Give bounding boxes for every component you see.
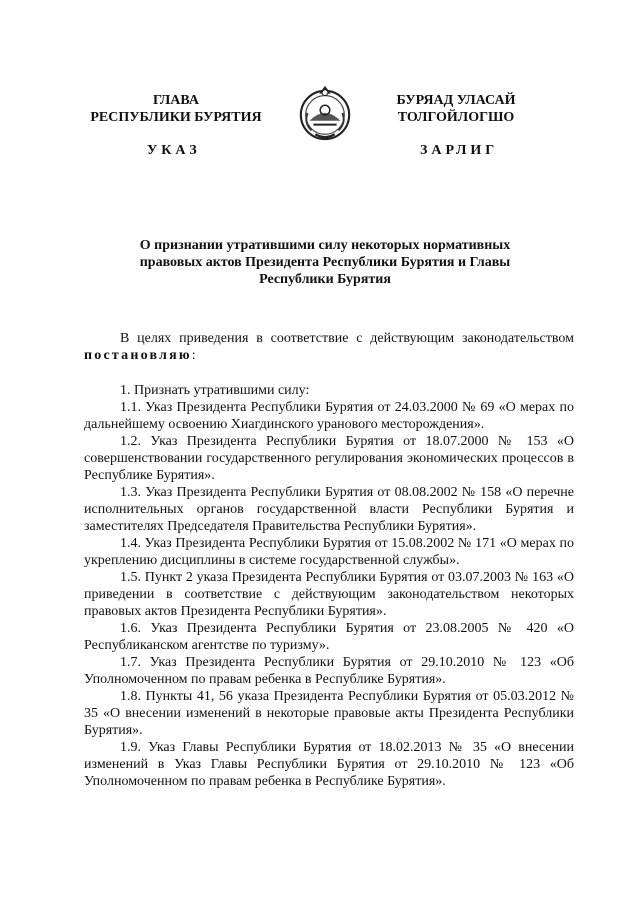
item-1-8: 1.8. Пункты 41, 56 указа Президента Республики Бурятия от 05.03.2012 № 35 «О внесении изменений в некоторые правовые акты Президента Республики Бурятия». (84, 689, 574, 738)
header-left (78, 92, 274, 126)
item-1-7: 1.7. Указ Президента Республики Бурятия от 29.10.2010 № 123 «Об Уполномоченном по правам ребенка в Республике Бурятия». (84, 655, 574, 687)
item-1-6: 1.6. Указ Президента Республики Бурятия от 23.08.2005 № 420 «О Республиканском агентстве по туризму». (84, 621, 574, 653)
header-right-line1: БУРЯАД УЛАСАЙ (396, 93, 516, 108)
header-right-line2: ТОЛГОЙЛОГШО (397, 110, 515, 125)
item-1-2: 1.2. Указ Президента Республики Бурятия от 18.07.2000 № 153 «О совершенствовании государственного регулирования экономических процессов в Республике Бурятия». (84, 434, 574, 483)
item-1-9: 1.9. Указ Главы Республики Бурятия от 18.02.2013 № 35 «О внесении изменений в Указ Главы Республики Бурятия от 29.10.2010 № 123 «Об Уполномоченном по правам ребенка в Республике Бурятия». (84, 740, 574, 789)
header-left-line2: РЕСПУБЛИКИ БУРЯТИЯ (90, 110, 262, 125)
document-body (84, 330, 574, 790)
item-1-3: 1.3. Указ Президента Республики Бурятия от 08.08.2002 № 158 «О перечне исполнительных органов государственной власти Республики Бурятия и заместителях Председателя Правительства Республики Бурятия». (84, 485, 574, 534)
preamble-text: В целях приведения в соответствие с действующим законодательством (120, 331, 574, 346)
item-1: 1. Признать утратившими силу: (120, 383, 310, 398)
item-1-1: 1.1. Указ Президента Республики Бурятия от 24.03.2000 № 69 «О мерах по дальнейшему освоению Хиагдинского уранового месторождения». (84, 400, 574, 432)
preamble (84, 330, 574, 364)
header-right (372, 92, 540, 126)
item-1-5: 1.5. Пункт 2 указа Президента Республики Бурятия от 03.07.2003 № 163 «О приведении в соответствие с действующим законодательством некоторых правовых актов Президента Республики Бурятия». (84, 570, 574, 619)
coat-of-arms-emblem (296, 84, 354, 142)
header-left-line1: ГЛАВА (153, 93, 199, 108)
decree-label-right: ЗАРЛИГ (420, 143, 499, 158)
preamble-end: : (191, 348, 196, 363)
decree-label-left: УКАЗ (147, 143, 201, 158)
document-title: О признании утратившими силу некоторых нормативных правовых актов Президента Республики Бурятия и Главы Республики Бурятия (139, 238, 511, 287)
preamble-emphasis: постановляю (84, 348, 192, 363)
item-1-4: 1.4. Указ Президента Республики Бурятия от 15.08.2002 № 171 «О мерах по укреплению дисциплины в системе государственной службы». (84, 536, 574, 568)
